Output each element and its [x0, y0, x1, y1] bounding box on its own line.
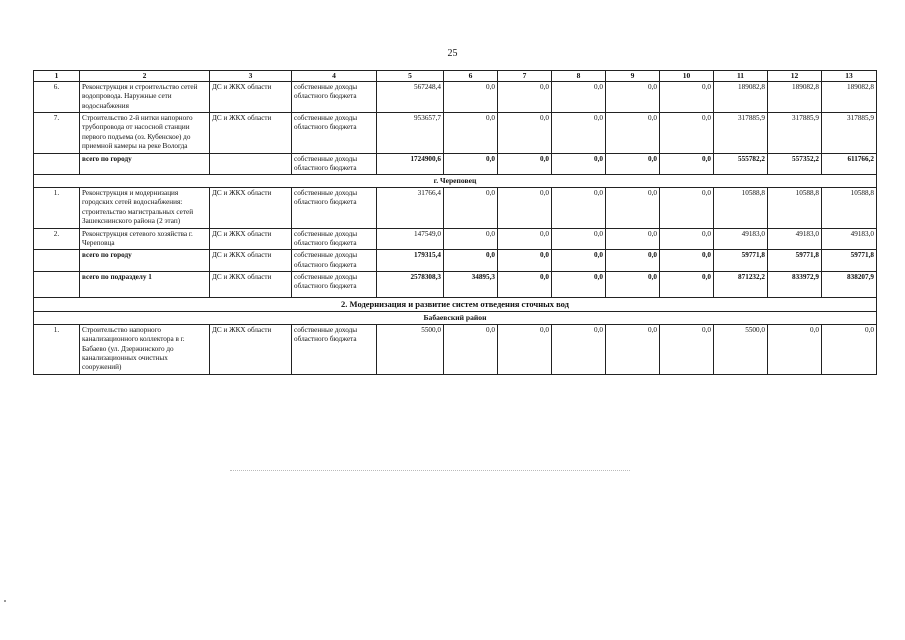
value-cell: 10588,8: [768, 188, 822, 228]
value-cell: 0,0: [552, 188, 606, 228]
value-cell: 0,0: [552, 113, 606, 153]
value-cell: 0,0: [660, 82, 714, 113]
value-cell: 833972,9: [768, 271, 822, 297]
value-cell: 0,0: [552, 82, 606, 113]
value-cell: 0,0: [444, 82, 498, 113]
value-cell: 0,0: [660, 228, 714, 250]
value-cell: 31766,4: [377, 188, 444, 228]
column-header-12: 12: [768, 71, 822, 82]
row-number: 6.: [34, 82, 80, 113]
value-cell: 0,0: [660, 153, 714, 175]
row-number: 1.: [34, 324, 80, 374]
value-cell: 0,0: [660, 271, 714, 297]
row-number: [34, 250, 80, 272]
table-row: [34, 324, 877, 374]
value-cell: 0,0: [606, 250, 660, 272]
value-cell: 0,0: [606, 153, 660, 175]
value-cell: 0,0: [660, 113, 714, 153]
executor: ДС и ЖКХ области: [210, 228, 292, 250]
measure-name: всего по городу: [80, 250, 210, 272]
row-number: 1.: [34, 188, 80, 228]
value-cell: 0,0: [498, 271, 552, 297]
funding-source: собственные доходы областного бюджета: [292, 324, 377, 374]
value-cell: 147549,0: [377, 228, 444, 250]
value-cell: 2578308,3: [377, 271, 444, 297]
value-cell: 59771,8: [822, 250, 877, 272]
row-number: 2.: [34, 228, 80, 250]
value-cell: 557352,2: [768, 153, 822, 175]
executor: ДС и ЖКХ области: [210, 250, 292, 272]
value-cell: 189082,8: [822, 82, 877, 113]
value-cell: 0,0: [552, 153, 606, 175]
funding-source: собственные доходы областного бюджета: [292, 250, 377, 272]
column-header-7: 7: [498, 71, 552, 82]
value-cell: 0,0: [552, 228, 606, 250]
subsection-row: [34, 312, 877, 325]
value-cell: 49183,0: [714, 228, 768, 250]
column-header-1: 1: [34, 71, 80, 82]
table-row: [34, 82, 877, 113]
measure-name: всего по городу: [80, 153, 210, 175]
row-number: 7.: [34, 113, 80, 153]
value-cell: 0,0: [498, 113, 552, 153]
table-row: [34, 113, 877, 153]
value-cell: 871232,2: [714, 271, 768, 297]
column-header-11: 11: [714, 71, 768, 82]
value-cell: 317885,9: [768, 113, 822, 153]
value-cell: 0,0: [552, 324, 606, 374]
value-cell: 0,0: [606, 228, 660, 250]
column-header-10: 10: [660, 71, 714, 82]
table-row: [34, 250, 877, 272]
value-cell: 0,0: [444, 324, 498, 374]
value-cell: 0,0: [606, 271, 660, 297]
measure-name: Строительство напорного канализационного коллектора в г. Бабаево (ул. Дзержинского до канализационных очистных сооружений): [80, 324, 210, 374]
value-cell: 0,0: [606, 188, 660, 228]
value-cell: 0,0: [444, 250, 498, 272]
value-cell: 49183,0: [768, 228, 822, 250]
measure-name: Реконструкция и строительство сетей водопровода. Наружные сети водоснабжения: [80, 82, 210, 113]
subsection-row: [34, 175, 877, 188]
value-cell: 0,0: [444, 113, 498, 153]
value-cell: 611766,2: [822, 153, 877, 175]
value-cell: 317885,9: [714, 113, 768, 153]
funding-source: собственные доходы областного бюджета: [292, 271, 377, 297]
value-cell: 0,0: [498, 188, 552, 228]
scan-mark: [4, 600, 6, 602]
value-cell: 0,0: [444, 188, 498, 228]
section-row: [34, 297, 877, 311]
value-cell: 179315,4: [377, 250, 444, 272]
value-cell: 0,0: [552, 271, 606, 297]
budget-table: [33, 70, 877, 375]
column-header-9: 9: [606, 71, 660, 82]
value-cell: 0,0: [660, 188, 714, 228]
executor: ДС и ЖКХ области: [210, 82, 292, 113]
value-cell: 0,0: [444, 228, 498, 250]
measure-name: Реконструкция сетевого хозяйства г. Череповца: [80, 228, 210, 250]
value-cell: 555782,2: [714, 153, 768, 175]
value-cell: 0,0: [822, 324, 877, 374]
value-cell: 317885,9: [822, 113, 877, 153]
value-cell: 59771,8: [714, 250, 768, 272]
executor: [210, 153, 292, 175]
value-cell: 0,0: [552, 250, 606, 272]
column-header-6: 6: [444, 71, 498, 82]
value-cell: 0,0: [498, 250, 552, 272]
value-cell: 0,0: [498, 82, 552, 113]
value-cell: 0,0: [498, 153, 552, 175]
value-cell: 0,0: [660, 250, 714, 272]
value-cell: 0,0: [660, 324, 714, 374]
measure-name: всего по подразделу 1: [80, 271, 210, 297]
page-number: 25: [447, 48, 458, 59]
value-cell: 0,0: [498, 228, 552, 250]
value-cell: 0,0: [606, 324, 660, 374]
value-cell: 0,0: [498, 324, 552, 374]
funding-source: собственные доходы областного бюджета: [292, 228, 377, 250]
value-cell: 0,0: [606, 113, 660, 153]
column-header-13: 13: [822, 71, 877, 82]
column-header-4: 4: [292, 71, 377, 82]
executor: ДС и ЖКХ области: [210, 113, 292, 153]
value-cell: 1724900,6: [377, 153, 444, 175]
table-row: [34, 271, 877, 297]
executor: ДС и ЖКХ области: [210, 324, 292, 374]
value-cell: 189082,8: [714, 82, 768, 113]
row-number: [34, 153, 80, 175]
table-row: [34, 228, 877, 250]
executor: ДС и ЖКХ области: [210, 188, 292, 228]
section-title: 2. Модернизация и развитие систем отведения сточных вод: [34, 297, 877, 311]
table-body: [34, 82, 877, 375]
value-cell: 34895,3: [444, 271, 498, 297]
value-cell: 59771,8: [768, 250, 822, 272]
subsection-title: Бабаевский район: [34, 312, 877, 325]
value-cell: 10588,8: [714, 188, 768, 228]
value-cell: 5500,0: [714, 324, 768, 374]
value-cell: 838207,9: [822, 271, 877, 297]
row-number: [34, 271, 80, 297]
scan-artifact: [230, 470, 630, 472]
value-cell: 0,0: [606, 82, 660, 113]
value-cell: 10588,8: [822, 188, 877, 228]
column-header-8: 8: [552, 71, 606, 82]
value-cell: 49183,0: [822, 228, 877, 250]
value-cell: 0,0: [444, 153, 498, 175]
measure-name: Строительство 2-й нитки напорного трубопровода от насосной станции первого подъема (оз. Кубенское) до приемной камеры на реке Вологда: [80, 113, 210, 153]
funding-source: собственные доходы областного бюджета: [292, 153, 377, 175]
value-cell: 0,0: [768, 324, 822, 374]
executor: ДС и ЖКХ области: [210, 271, 292, 297]
value-cell: 189082,8: [768, 82, 822, 113]
table-row: [34, 188, 877, 228]
table-row: [34, 153, 877, 175]
column-header-5: 5: [377, 71, 444, 82]
funding-source: собственные доходы областного бюджета: [292, 82, 377, 113]
funding-source: собственные доходы областного бюджета: [292, 188, 377, 228]
funding-source: собственные доходы областного бюджета: [292, 113, 377, 153]
value-cell: 953657,7: [377, 113, 444, 153]
subsection-title: г. Череповец: [34, 175, 877, 188]
column-header-3: 3: [210, 71, 292, 82]
value-cell: 567248,4: [377, 82, 444, 113]
table-header-row: [34, 71, 877, 82]
column-header-2: 2: [80, 71, 210, 82]
value-cell: 5500,0: [377, 324, 444, 374]
measure-name: Реконструкция и модернизация городских сетей водоснабжения: строительство магистральных сетей Зашекснинского района (2 этап): [80, 188, 210, 228]
